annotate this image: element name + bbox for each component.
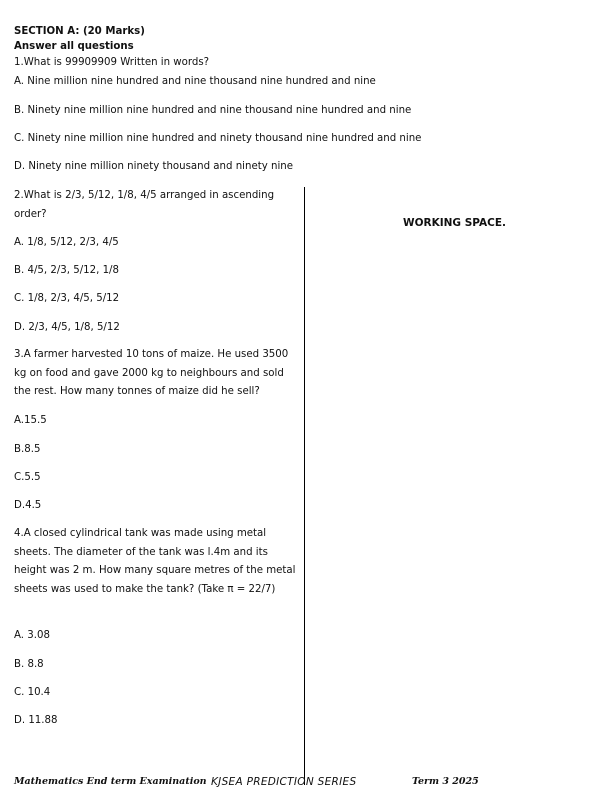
question-2-option-b: B. 4/5, 2/3, 5/12, 1/8	[14, 265, 119, 276]
question-3-option-b: B.8.5	[14, 444, 41, 455]
footer-subject: Mathematics End term Examination	[14, 776, 207, 787]
instructions: Answer all questions	[14, 41, 134, 52]
question-2-option-a: A. 1/8, 5/12, 2/3, 4/5	[14, 237, 119, 248]
section-title: SECTION A: (20 Marks)	[14, 26, 145, 37]
question-2-option-c: C. 1/8, 2/3, 4/5, 5/12	[14, 293, 120, 304]
question-3-option-a: A.15.5	[14, 415, 47, 426]
question-1-option-d: D. Ninety nine million ninety thousand and ninety nine	[14, 161, 293, 172]
question-2-option-d: D. 2/3, 4/5, 1/8, 5/12	[14, 322, 120, 333]
column-divider	[304, 187, 305, 785]
working-space-label: WORKING SPACE.	[403, 217, 506, 229]
question-4-option-d: D. 11.88	[14, 715, 58, 726]
question-1-option-c: C. Ninety nine million nine hundred and ninety thousand nine hundred and nine	[14, 133, 422, 144]
question-3-stem: 3.A farmer harvested 10 tons of maize. He used 3500 kg on food and gave 2000 kg to neighbours and sold the rest. How many tonnes of maize did he sell?	[14, 349, 289, 397]
footer-series: KJSEA PREDICTION SERIES	[211, 776, 357, 788]
question-3-option-d: D.4.5	[14, 500, 42, 511]
question-1-option-b: B. Ninety nine million nine hundred and nine thousand nine hundred and nine	[14, 105, 412, 116]
question-2-stem: 2.What is 2/3, 5/12, 1/8, 4/5 arranged in ascending order?	[14, 190, 275, 220]
question-4-option-c: C. 10.4	[14, 687, 51, 698]
question-3-option-c: C.5.5	[14, 472, 41, 483]
question-4-stem: 4.A closed cylindrical tank was made using metal sheets. The diameter of the tank was l.4m and its height was 2 m. How many square metres of the metal sheets was used to make the tank? (Take π = 22/7)	[14, 528, 296, 595]
question-1-stem: 1.What is 99909909 Written in words?	[14, 57, 210, 68]
question-1-option-a: A. Nine million nine hundred and nine thousand nine hundred and nine	[14, 76, 376, 87]
footer-term: Term 3 2025	[412, 776, 479, 787]
question-4-option-b: B. 8.8	[14, 659, 44, 670]
question-4-option-a: A. 3.08	[14, 630, 50, 641]
